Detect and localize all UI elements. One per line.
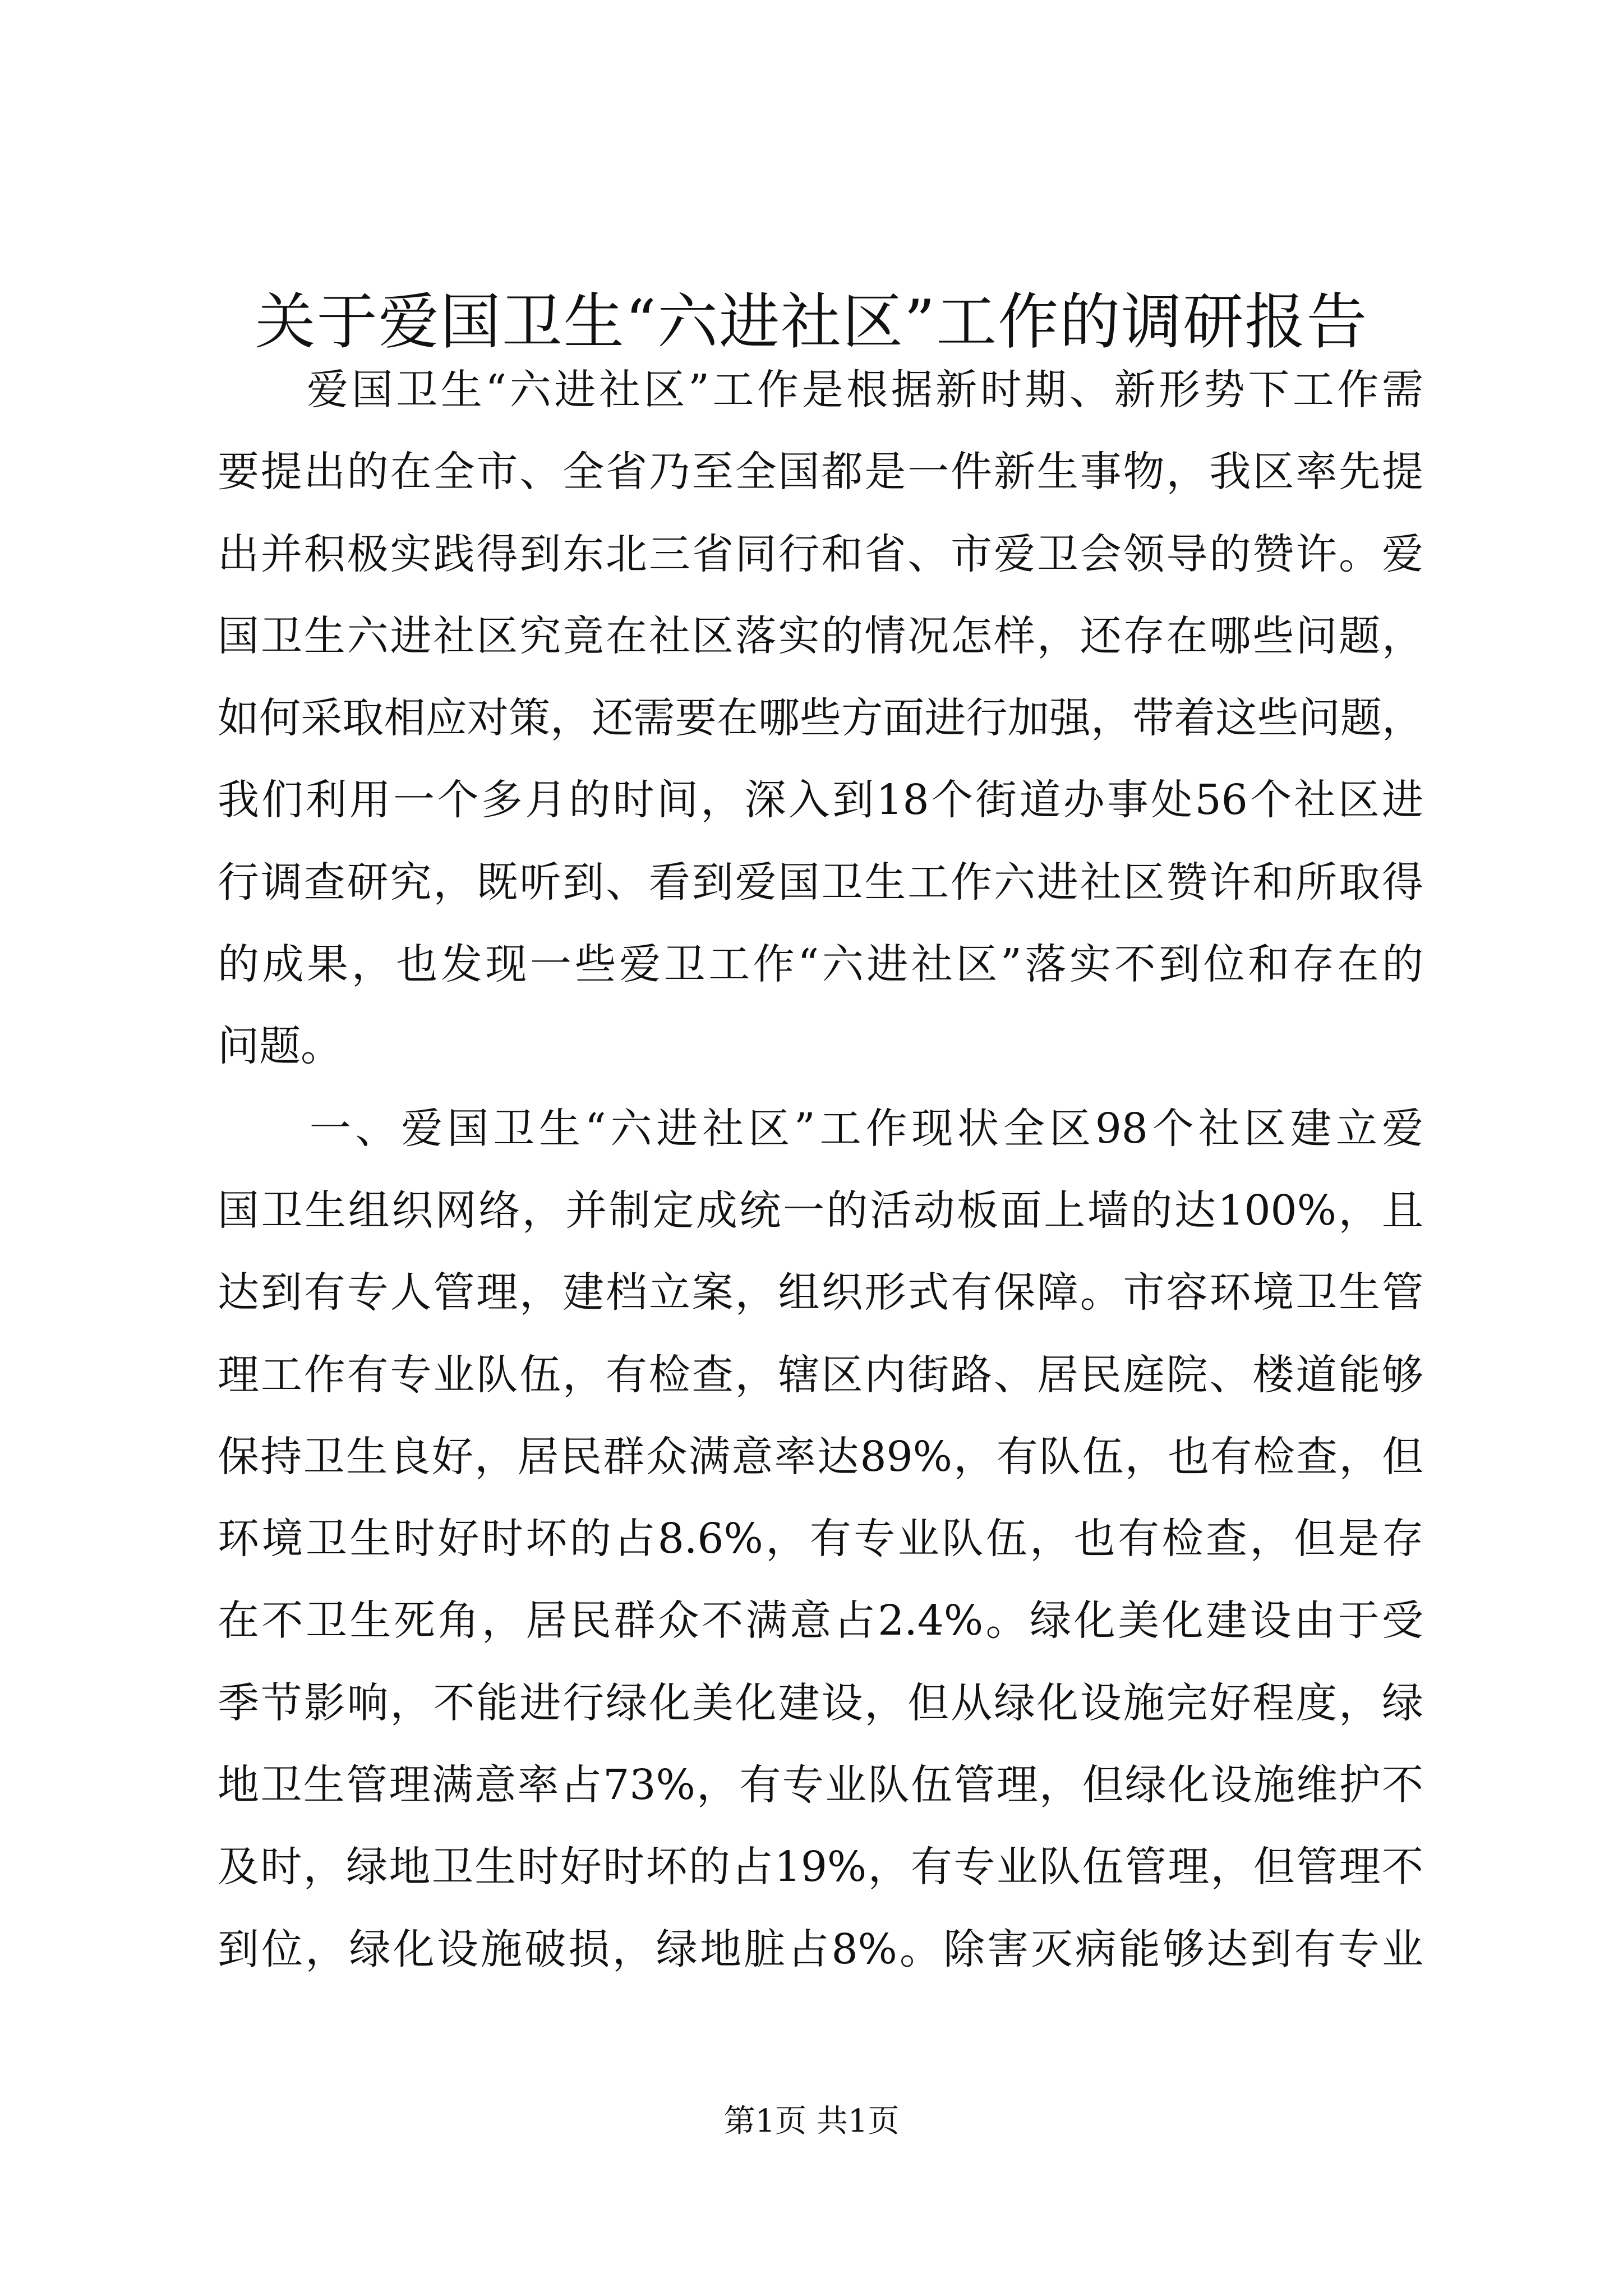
paragraph-2-line-3: 达到有专人管理，建档立案，组织形式有保障。市容环境卫生管 [218, 1268, 1423, 1317]
paragraph-1-line-2: 要提出的在全市、全省乃至全国都是一件新生事物，我区率先提 [218, 448, 1423, 496]
paragraph-2-line-10: 及时，绿地卫生时好时坏的占19%，有专业队伍管理，但管理不 [218, 1843, 1423, 1892]
document-title: 关于爱国卫生“六进社区”工作的调研报告 [255, 287, 1368, 357]
paragraph-2-line-7: 在不卫生死角，居民群众不满意占2.4%。绿化美化建设由于受 [218, 1596, 1423, 1645]
paragraph-1-line-5: 如何采取相应对策，还需要在哪些方面进行加强，带着这些问题， [218, 694, 1423, 743]
paragraph-1-line-9: 问题。 [218, 1022, 342, 1071]
paragraph-1-line-3: 出并积极实践得到东北三省同行和省、市爱卫会领导的赞许。爱 [218, 530, 1423, 578]
paragraph-1-line-1: 爱国卫生“六进社区”工作是根据新时期、新形势下工作需 [218, 366, 1423, 414]
document-body [218, 349, 1423, 1990]
paragraph-1-line-7: 行调查研究，既听到、看到爱国卫生工作六进社区赞许和所取得 [218, 858, 1423, 907]
paragraph-2-line-1: 一、爱国卫生“六进社区”工作现状全区98个社区建立爱 [218, 1104, 1423, 1153]
paragraph-2-line-4: 理工作有专业队伍，有检查，辖区内街路、居民庭院、楼道能够 [218, 1350, 1423, 1399]
paragraph-1-line-8: 的成果，也发现一些爱卫工作“六进社区”落实不到位和存在的 [218, 940, 1423, 989]
paragraph-2-line-2: 国卫生组织网络，并制定成统一的活动板面上墙的达100%，且 [218, 1186, 1423, 1235]
paragraph-1-line-4: 国卫生六进社区究竟在社区落实的情况怎样，还存在哪些问题， [218, 611, 1423, 660]
paragraph-2-line-5: 保持卫生良好，居民群众满意率达89%，有队伍，也有检查，但 [218, 1432, 1423, 1481]
paragraph-1-line-6: 我们利用一个多月的时间，深入到18个街道办事处56个社区进 [218, 776, 1423, 825]
page-footer: 第1页 共1页 [723, 2103, 900, 2139]
paragraph-2-line-6: 环境卫生时好时坏的占8.6%，有专业队伍，也有检查，但是存 [218, 1515, 1423, 1563]
paragraph-2-line-9: 地卫生管理满意率占73%，有专业队伍管理，但绿化设施维护不 [218, 1761, 1423, 1810]
paragraph-2-line-8: 季节影响，不能进行绿化美化建设，但从绿化设施完好程度，绿 [218, 1678, 1423, 1727]
paragraph-2-line-11: 到位，绿化设施破损，绿地脏占8%。除害灭病能够达到有专业 [218, 1925, 1423, 1973]
